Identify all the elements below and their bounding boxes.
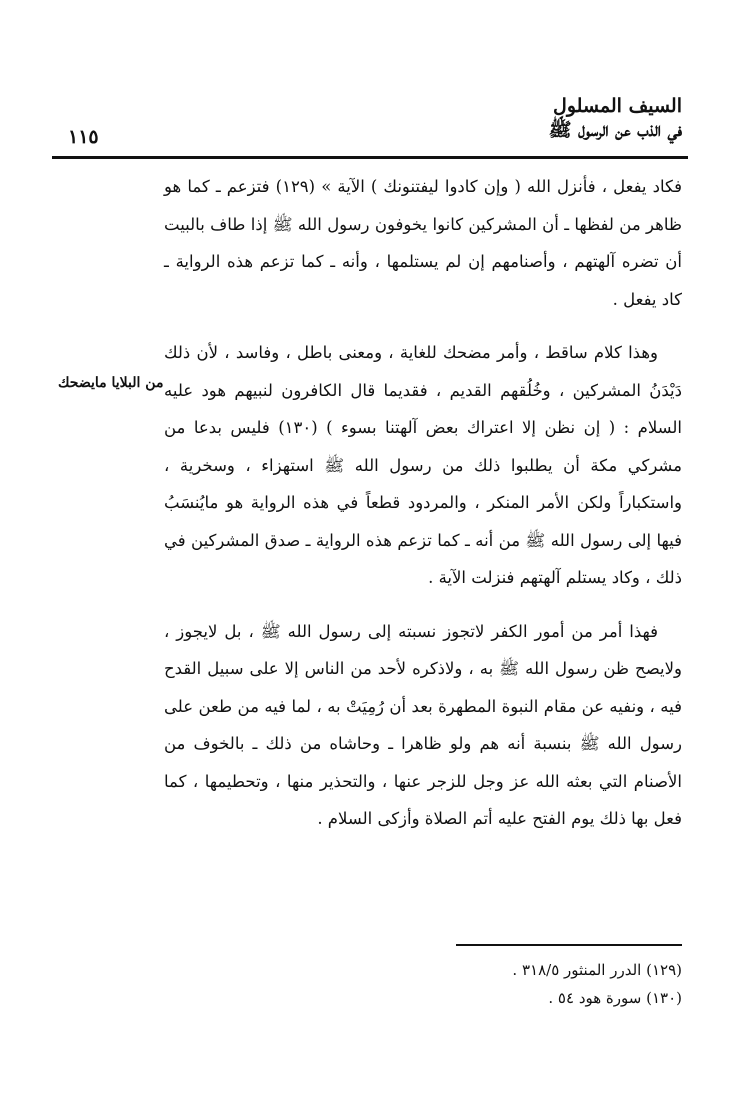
page-number: ١١٥ xyxy=(68,126,99,148)
running-title-line-2: في الذب عن الرسول ﷺ xyxy=(548,119,682,141)
footnote-130: (١٣٠) سورة هود ٥٤ . xyxy=(548,989,682,1007)
footnote-129: (١٢٩) الدرر المنثور ٣١٨/٥ . xyxy=(512,961,682,979)
running-title xyxy=(549,94,682,142)
paragraph-2: وهذا كلام ساقط ، وأمر مضحك للغاية ، ومعنى باطل ، وفاسد ، لأن ذلك دَيْدَنُ المشركين ، وخُلُقهم القديم ، فقديما قال الكافرون لنبيهم هود عليه السلام : ( إن نظن إلا اعتراك بعض آلهتنا بسوء ) (١٣٠) فليس بدعا من مشركي مكة أن يطلبوا ذلك من رسول الله ﷺ استهزاء ، وسخرية ، واستكباراً ولكن الأمر المنكر ، والمردود قطعاً في هذه الرواية هو مايُنسَبُ فيها إلى رسول الله ﷺ من أنه ـ كما تزعم هذه الرواية ـ صدق المشركين في ذلك ، وكاد يستلم آلهتهم فنزلت الآية . xyxy=(164,343,682,587)
footnote-divider xyxy=(456,944,682,946)
main-text xyxy=(164,168,682,854)
header-divider xyxy=(52,156,688,159)
margin-note: من البلايا مايضحك xyxy=(58,375,164,391)
paragraph-1: فكاد يفعل ، فأنزل الله ( وإن كادوا ليفتنونك ) الآية » (١٢٩) فتزعم ـ كما هو ظاهر من لفظها ـ أن المشركين كانوا يخوفون رسول الله ﷺ إذا طاف بالبيت أن تضره آلهتهم ، وأصنامهم إن لم يستلمها ، وأنه ـ كما تزعم هذه الرواية ـ كاد يفعل . xyxy=(164,177,682,309)
footnotes xyxy=(182,956,682,1012)
paragraph-3: فهذا أمر من أمور الكفر لاتجوز نسبته إلى رسول الله ﷺ ، بل لايجوز ، ولايصح ظن رسول الله ﷺ به ، ولاذكره لأحد من الناس إلا على سبيل القدح فيه ، ونفيه عن مقام النبوة المطهرة بعد أن رُمِيَتْ به ، لما فيه من طعن على رسول الله ﷺ بنسبة أنه هم ولو ظاهرا ـ وحاشاه من ذلك ـ بالخوف من الأصنام التي بعثه الله عز وجل للزجر عنها ، والتحذير منها ، وتحطيمها ، كما فعل بها ذلك يوم الفتح عليه أتم الصلاة وأزكى السلام . xyxy=(164,621,682,828)
running-title-line-1: السيف المسلول xyxy=(553,95,682,117)
